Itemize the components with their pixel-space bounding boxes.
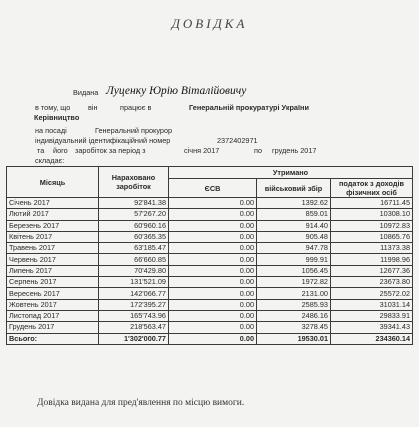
cell-month: Вересень 2017 [7,288,99,299]
cell-accrued: 60'365.35 [99,231,169,242]
period-to: грудень 2017 [272,146,317,155]
total-label: Всього: [7,333,99,344]
cell-month: Жовтень 2017 [7,299,99,310]
cell-military: 999.91 [257,254,331,265]
cell-pit: 12677.36 [331,265,413,276]
cell-pit: 10308.10 [331,209,413,220]
cell-accrued: 131'521.09 [99,277,169,288]
period-and: та [37,146,45,155]
document-title: ДОВІДКА [171,16,248,31]
period-from: січня 2017 [184,146,220,155]
cell-pit: 29833.91 [331,310,413,321]
composed-label: складає: [35,156,65,165]
works-text: працює в [120,103,152,112]
cell-military: 914.40 [257,220,331,231]
cell-military: 859.01 [257,209,331,220]
col-month-header: Місяць [7,167,99,198]
cell-military: 1972.82 [257,277,331,288]
cell-pit: 11998.96 [331,254,413,265]
cell-military: 2585.93 [257,299,331,310]
table-row [7,231,413,242]
cell-month: Березень 2017 [7,220,99,231]
cell-month: Червень 2017 [7,254,99,265]
cell-month: Листопад 2017 [7,310,99,321]
table-total-row [7,333,413,344]
cell-esv: 0.00 [169,198,257,209]
cell-month: Лютий 2017 [7,209,99,220]
col-withheld-header: Утримано [169,167,413,179]
table-row [7,198,413,209]
cell-pit: 11373.38 [331,243,413,254]
cell-military: 2131.00 [257,288,331,299]
cell-accrued: 218'563.47 [99,322,169,333]
person-name: Луценку Юрію Віталійовичу [106,85,247,97]
cell-month: Квітень 2017 [7,231,99,242]
salary-table [6,166,413,345]
salary-table-body [7,198,413,334]
cell-military: 905.48 [257,231,331,242]
cell-month: Липень 2017 [7,265,99,276]
cell-military: 947.78 [257,243,331,254]
cell-month: Серпень 2017 [7,277,99,288]
table-row [7,254,413,265]
total-military: 19530.01 [257,333,331,344]
total-pit: 234360.14 [331,333,413,344]
pronoun-text: він [88,103,98,112]
cell-accrued: 66'660.85 [99,254,169,265]
cell-month: Грудень 2017 [7,322,99,333]
cell-pit: 23673.80 [331,277,413,288]
cell-military: 3278.45 [257,322,331,333]
tax-id-value: 2372402971 [217,136,258,145]
cell-month: Січень 2017 [7,198,99,209]
cell-accrued: 60'960.16 [99,220,169,231]
cell-accrued: 57'267.20 [99,209,169,220]
cell-accrued: 172'395.27 [99,299,169,310]
col-accrued-header: Нараховано заробіток [99,167,169,198]
cell-esv: 0.00 [169,310,257,321]
cell-pit: 16711.45 [331,198,413,209]
cell-pit: 10972.83 [331,220,413,231]
table-row [7,310,413,321]
cell-esv: 0.00 [169,288,257,299]
issued-label: Видана [73,88,99,97]
cell-month: Травень 2017 [7,243,99,254]
position-label: на посаді [35,126,67,135]
col-esv-header: ЄСВ [169,179,257,198]
cell-esv: 0.00 [169,231,257,242]
table-row [7,277,413,288]
cell-esv: 0.00 [169,277,257,288]
period-to-label: по [254,146,263,155]
cell-esv: 0.00 [169,243,257,254]
organization-name: Генеральній прокуратурі України [189,103,309,112]
table-row [7,288,413,299]
table-row [7,209,413,220]
table-row [7,322,413,333]
cell-military: 1392.62 [257,198,331,209]
cell-military: 1056.45 [257,265,331,276]
table-row [7,220,413,231]
cell-esv: 0.00 [169,220,257,231]
cell-esv: 0.00 [169,322,257,333]
cell-accrued: 70'429.80 [99,265,169,276]
cell-pit: 10865.76 [331,231,413,242]
cell-pit: 25572.02 [331,288,413,299]
cell-accrued: 92'841.38 [99,198,169,209]
department-name: Керівництво [34,113,80,122]
cell-accrued: 142'066.77 [99,288,169,299]
cell-accrued: 165'743.96 [99,310,169,321]
period-his: його [53,146,68,155]
table-row [7,265,413,276]
intro-text: в тому, що [35,103,71,112]
position-value: Генеральний прокурор [95,126,173,135]
period-label: заробіток за період з [75,146,146,155]
total-esv: 0.00 [169,333,257,344]
tax-id-label: індивідуальний ідентифікаційний номер [35,136,171,145]
footer-note: Довідка видана для пред'явлення по місцю вимоги. [37,398,245,408]
col-pit-header: податок з доходів фізичних осіб [331,179,413,198]
cell-esv: 0.00 [169,209,257,220]
total-accrued: 1'302'000.77 [99,333,169,344]
cell-pit: 31031.14 [331,299,413,310]
table-row [7,243,413,254]
cell-esv: 0.00 [169,299,257,310]
cell-esv: 0.00 [169,254,257,265]
cell-pit: 39341.43 [331,322,413,333]
col-military-header: військовий збір [257,179,331,198]
cell-military: 2486.16 [257,310,331,321]
table-row [7,299,413,310]
cell-esv: 0.00 [169,265,257,276]
cell-accrued: 63'185.47 [99,243,169,254]
